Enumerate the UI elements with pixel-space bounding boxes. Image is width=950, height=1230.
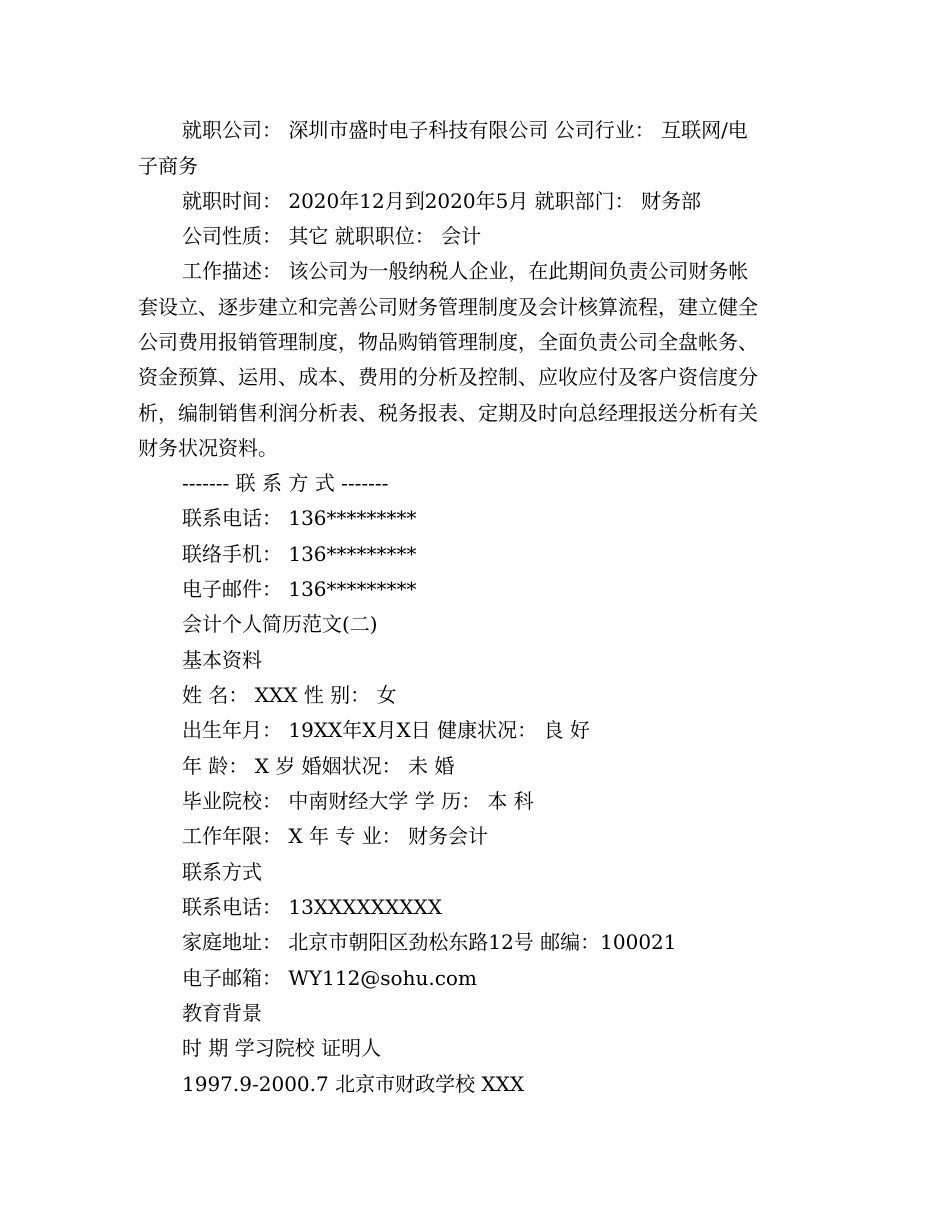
years-major-line: 工作年限： X 年 专 业： 财务会计 [182,824,489,848]
school-degree-line: 毕业院校： 中南财经大学 学 历： 本 科 [182,789,534,813]
education-table-header: 时 期 学习院校 证明人 [182,1036,382,1060]
education-heading: 教育背景 [182,1001,262,1025]
contact-mobile-line: 联络手机： 136********* [182,542,417,566]
job-description-line: 公司费用报销管理制度，物品购销管理制度，全面负责公司全盘帐务、 [138,330,758,354]
job-description-line: 套设立、逐步建立和完善公司财务管理制度及会计核算流程，建立健全 [138,295,758,319]
job-description-line: 析，编制销售利润分析表、税务报表、定期及时向总经理报送分析有关 [138,401,758,425]
basic-info-heading: 基本资料 [182,648,262,672]
name-gender-line: 姓 名： XXX 性 别： 女 [182,683,397,707]
job-description-line: 财务状况资料。 [138,436,278,460]
job-description-line: 工作描述： 该公司为一般纳税人企业，在此期间负责公司财务帐 [182,259,749,283]
job-description-line: 资金预算、运用、成本、费用的分析及控制、应收应付及客户资信度分 [138,365,758,389]
birth-health-line: 出生年月： 19XX年X月X日 健康状况： 良 好 [182,718,590,742]
contact-section-heading: ------- 联 系 方 式 ------- [182,471,389,495]
age-marital-line: 年 龄： X 岁 婚姻状况： 未 婚 [182,754,455,778]
phone-line: 联系电话： 13XXXXXXXXX [182,895,442,919]
company-type-line: 公司性质： 其它 就职职位： 会计 [182,224,482,248]
job-company-line: 就职公司： 深圳市盛时电子科技有限公司 公司行业： 互联网/电 [182,118,748,142]
contact-email-line: 电子邮件： 136********* [182,577,417,601]
contact-phone-line: 联系电话： 136********* [182,506,417,530]
job-time-line: 就职时间： 2020年12月到2020年5月 就职部门： 财务部 [182,189,702,213]
address-line: 家庭地址： 北京市朝阳区劲松东路12号 邮编：100021 [182,930,677,954]
contact-heading: 联系方式 [182,860,262,884]
education-row: 1997.9-2000.7 北京市财政学校 XXX [182,1072,525,1096]
email-line: 电子邮箱： WY112@sohu.com [182,966,477,990]
resume-title: 会计个人简历范文(二) [182,612,378,636]
job-company-line-cont: 子商务 [138,154,198,178]
